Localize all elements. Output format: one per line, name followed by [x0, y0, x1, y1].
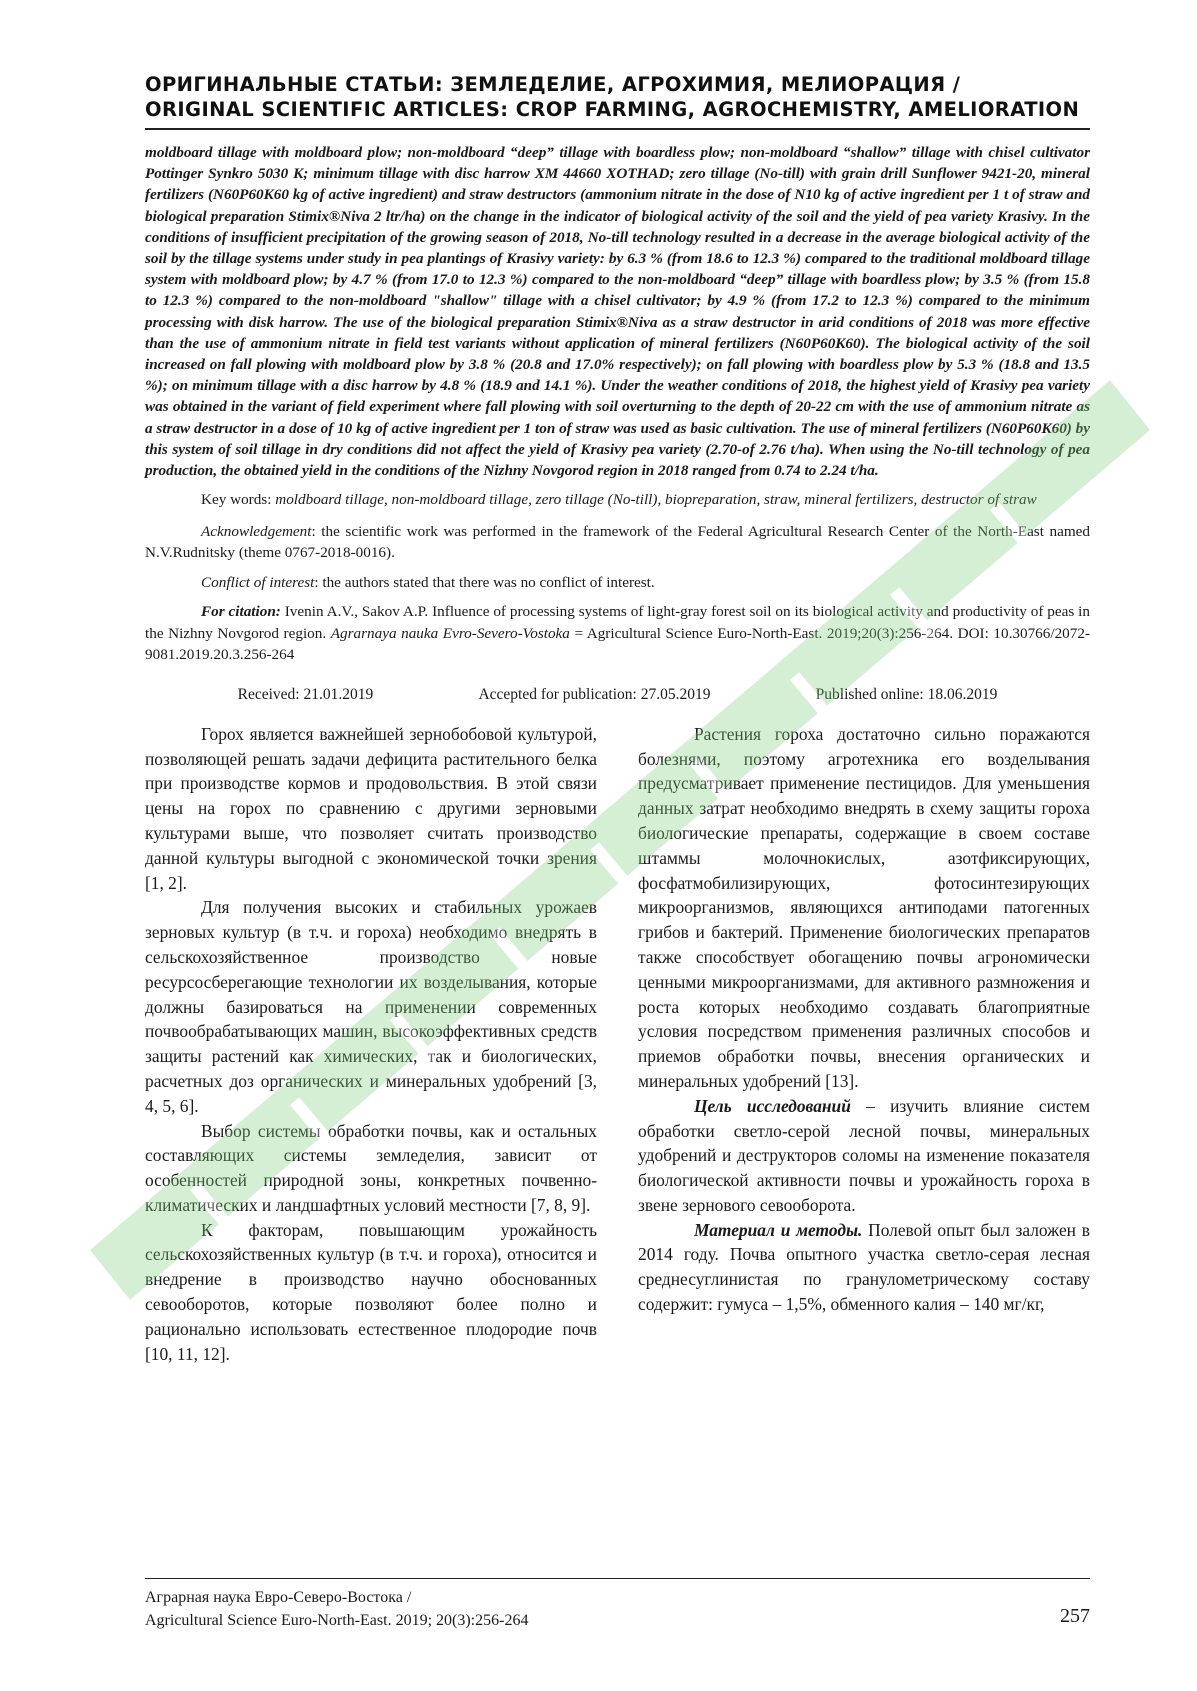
- keywords: [145, 489, 1090, 511]
- date-accepted: Accepted for publication: 27.05.2019: [478, 685, 711, 703]
- date-published: Published online: 18.06.2019: [815, 685, 998, 703]
- paragraph: Для получения высоких и стабильных урожаев зерновых культур (в т.ч. и гороха) необходимо внедрять в сельскохозяйственное производство новые ресурсосберегающие технологии их возделывания, которые должны базироваться на применении современных почвообрабатывающих машин, высокоэффективных средств защиты растений как химических, так и биологических, расчетных доз органических и минеральных удобрений [3, 4, 5, 6].: [145, 897, 597, 1116]
- keywords-text: moldboard tillage, non-moldboard tillage, zero tillage (No-till), biopreparation, straw, mineral fertilizers, destructor of straw: [275, 491, 1037, 509]
- acknowledgement-text: : the scientific work was performed in the framework of the Federal Agricultural Research Center of the North-East named N.V.Rudnitsky (theme 0767-2018-0016).: [145, 522, 1090, 562]
- section-header-en: ORIGINAL SCIENTIFIC ARTICLES: CROP FARMING, AGROCHEMISTRY, AMELIORATION: [145, 98, 1080, 121]
- methods-text: Полевой опыт был заложен в 2014 году. Почва опытного участка светло-серая лесная среднесуглинистая по гранулометрическому составу содержит: гумуса – 1,5%, обменного калия – 140 мг/кг,: [638, 1219, 1090, 1315]
- methods-heading: Материал и методы.: [694, 1219, 863, 1240]
- paragraph-aim: [638, 1094, 1090, 1218]
- conflict-of-interest: [145, 572, 1090, 594]
- right-column: [638, 722, 1090, 1367]
- aim-text: – изучить влияние систем обработки светло-серой лесной почвы, минеральных удобрений и деструкторов соломы на изменение показателя биологической активности почвы и урожайность гороха в звене зернового севооборота.: [638, 1095, 1090, 1215]
- footer-journal-ru: Аграрная наука Евро-Северо-Востока /: [145, 1589, 412, 1606]
- aim-heading: Цель исследований: [694, 1095, 851, 1116]
- publication-dates: [145, 686, 1090, 704]
- section-header-ru: ОРИГИНАЛЬНЫЕ СТАТЬИ: ЗЕМЛЕДЕЛИЕ, АГРОХИМИЯ, МЕЛИОРАЦИЯ /: [145, 73, 961, 96]
- left-column: [145, 722, 597, 1367]
- citation-text: Ivenin A.V., Sakov A.P. Influence of processing systems of light-gray forest soil on its biological activity and productivity of peas in the Nizhny Novgorod region.: [145, 603, 1090, 642]
- paragraph: Растения гороха достаточно сильно поражаются болезнями, поэтому агротехника его возделывания предусматривает применение пестицидов. Для уменьшения данных затрат необходимо внедрять в схему защиты гороха биологические препараты, содержащие в своем составе штаммы молочнокислых, азотфиксирующих, фосфатмобилизирующих, фотосинтезирующих микроорганизмов, являющихся антиподами патогенных грибов и бактерий. Применение биологических препаратов также способствует обогащению почвы агрономически ценными микроорганизмами, для активного размножения и роста которых необходимо создавать благоприятные условия посредством применения различных способов и приемов обработки почвы, внесения органических и минеральных удобрений [13].: [638, 723, 1090, 1091]
- acknowledgement: [145, 521, 1090, 564]
- header-divider: [145, 128, 1090, 130]
- paragraph-methods: [638, 1218, 1090, 1317]
- citation-label: For citation:: [201, 603, 281, 621]
- conflict-label: Conflict of interest: [201, 573, 315, 591]
- paragraph: Горох является важнейшей зернобобовой культурой, позволяющей решать задачи дефицита растительного белка при производстве кормов и продовольствия. В этой связи цены на горох по сравнению с другими зерновыми культурами выше, что позволяет считать производство данной культуры выгодной с экономической точки зрения [1, 2].: [145, 723, 597, 893]
- citation: [145, 601, 1090, 666]
- footer-journal-en: Agricultural Science Euro-North-East. 2019; 20(3):256-264: [145, 1612, 529, 1629]
- footer-divider: [145, 1578, 1090, 1579]
- abstract-text: moldboard tillage with moldboard plow; non-moldboard “deep” tillage with boardless plow; non-moldboard “shallow” tillage with chisel cultivator Pottinger Synkro 5030 K; minimum tillage with disc harrow XM 44660 XOTHAD; zero tillage (No-till) with grain drill Sunflower 9421-20, mineral fertilizers (N60P60K60 kg of active ingredient) and straw destructors (ammonium nitrate in the dose of N10 kg of active ingredient per 1 t of straw and biological preparation Stimix®Niva 2 ltr/ha) on the change in the indicator of biological activity of the soil and the yield of pea variety Krasivy. In the conditions of insufficient precipitation of the growing season of 2018, No-till technology resulted in a decrease in the average biological activity of the soil by the tillage systems under study in pea plantings of Krasivy variety: by 6.3 % (from 18.6 to 12.3 %) compared to the traditional moldboard tillage system with moldboard plow; by 4.7 % (from 17.0 to 12.3 %) compared to the non-moldboard “deep” tillage with boardless plow; by 3.5 % (from 15.8 to 12.3 %) compared to the non-moldboard "shallow" tillage with a chisel cultivator; by 4.9 % (from 17.2 to 12.3 %) compared to the minimum processing with disk harrow. The use of the biological preparation Stimix®Niva as a straw destructor in arid conditions of 2018 was more effective than the use of ammonium nitrate in field test variants without application of mineral fertilizers (N60P60K60). The biological activity of the soil increased on fall plowing with moldboard plow by 3.8 % (20.8 and 17.0% respectively); on fall plowing with boardless plow by 5.3 % (18.8 and 13.5 %); on minimum tillage with a disc harrow by 4.8 % (18.9 and 14.1 %). Under the weather conditions of 2018, the highest yield of Krasivy pea variety was obtained in the variant of field experiment where fall plowing with soil overturning to the depth of 20-22 cm with the use of ammonium nitrate as a straw destructor in a dose of 10 kg of active ingredient per 1 ton of straw was used as basic cultivation. The use of mineral fertilizers (N60P60K60) by this system of soil tillage in dry conditions did not affect the yield of Krasivy pea variety (2.70-of 2.76 t/ha). When using the No-till technology of pea production, the obtained yield in the conditions of the Nizhny Novgorod region in 2018 ranged from 0.74 to 2.24 t/ha.: [145, 144, 1090, 480]
- page-body: [145, 72, 1090, 1366]
- paragraph: Выбор системы обработки почвы, как и остальных составляющих системы земледелия, зависит от особенностей природной зоны, конкретных почвенно-климатических и ландшафтных условий местности [7, 8, 9].: [145, 1120, 597, 1215]
- section-header: [145, 72, 1090, 122]
- conflict-text: : the authors stated that there was no conflict of interest.: [314, 573, 655, 591]
- acknowledgement-label: Acknowledgement: [201, 522, 312, 540]
- date-received: Received: 21.01.2019: [237, 685, 374, 703]
- page-footer: [145, 1586, 1090, 1632]
- citation-journal: Agrarnaya nauka Evro-Severo-Vostoka: [330, 624, 570, 642]
- body-columns: [145, 722, 1090, 1367]
- paragraph: К факторам, повышающим урожайность сельскохозяйственных культур (в т.ч. и гороха), относится и внедрение в производство научно обоснованных севооборотов, которые позволяют более полно и рационально использовать естественное плодородие почв [10, 11, 12].: [145, 1219, 597, 1364]
- keywords-label: Key words:: [201, 491, 272, 509]
- page-number: 257: [1060, 1605, 1090, 1627]
- citation-doi: = Agricultural Science Euro-North-East. 2019;20(3):256-264. DOI: 10.30766/2072-9081.2019.20.3.256-264: [145, 624, 1090, 664]
